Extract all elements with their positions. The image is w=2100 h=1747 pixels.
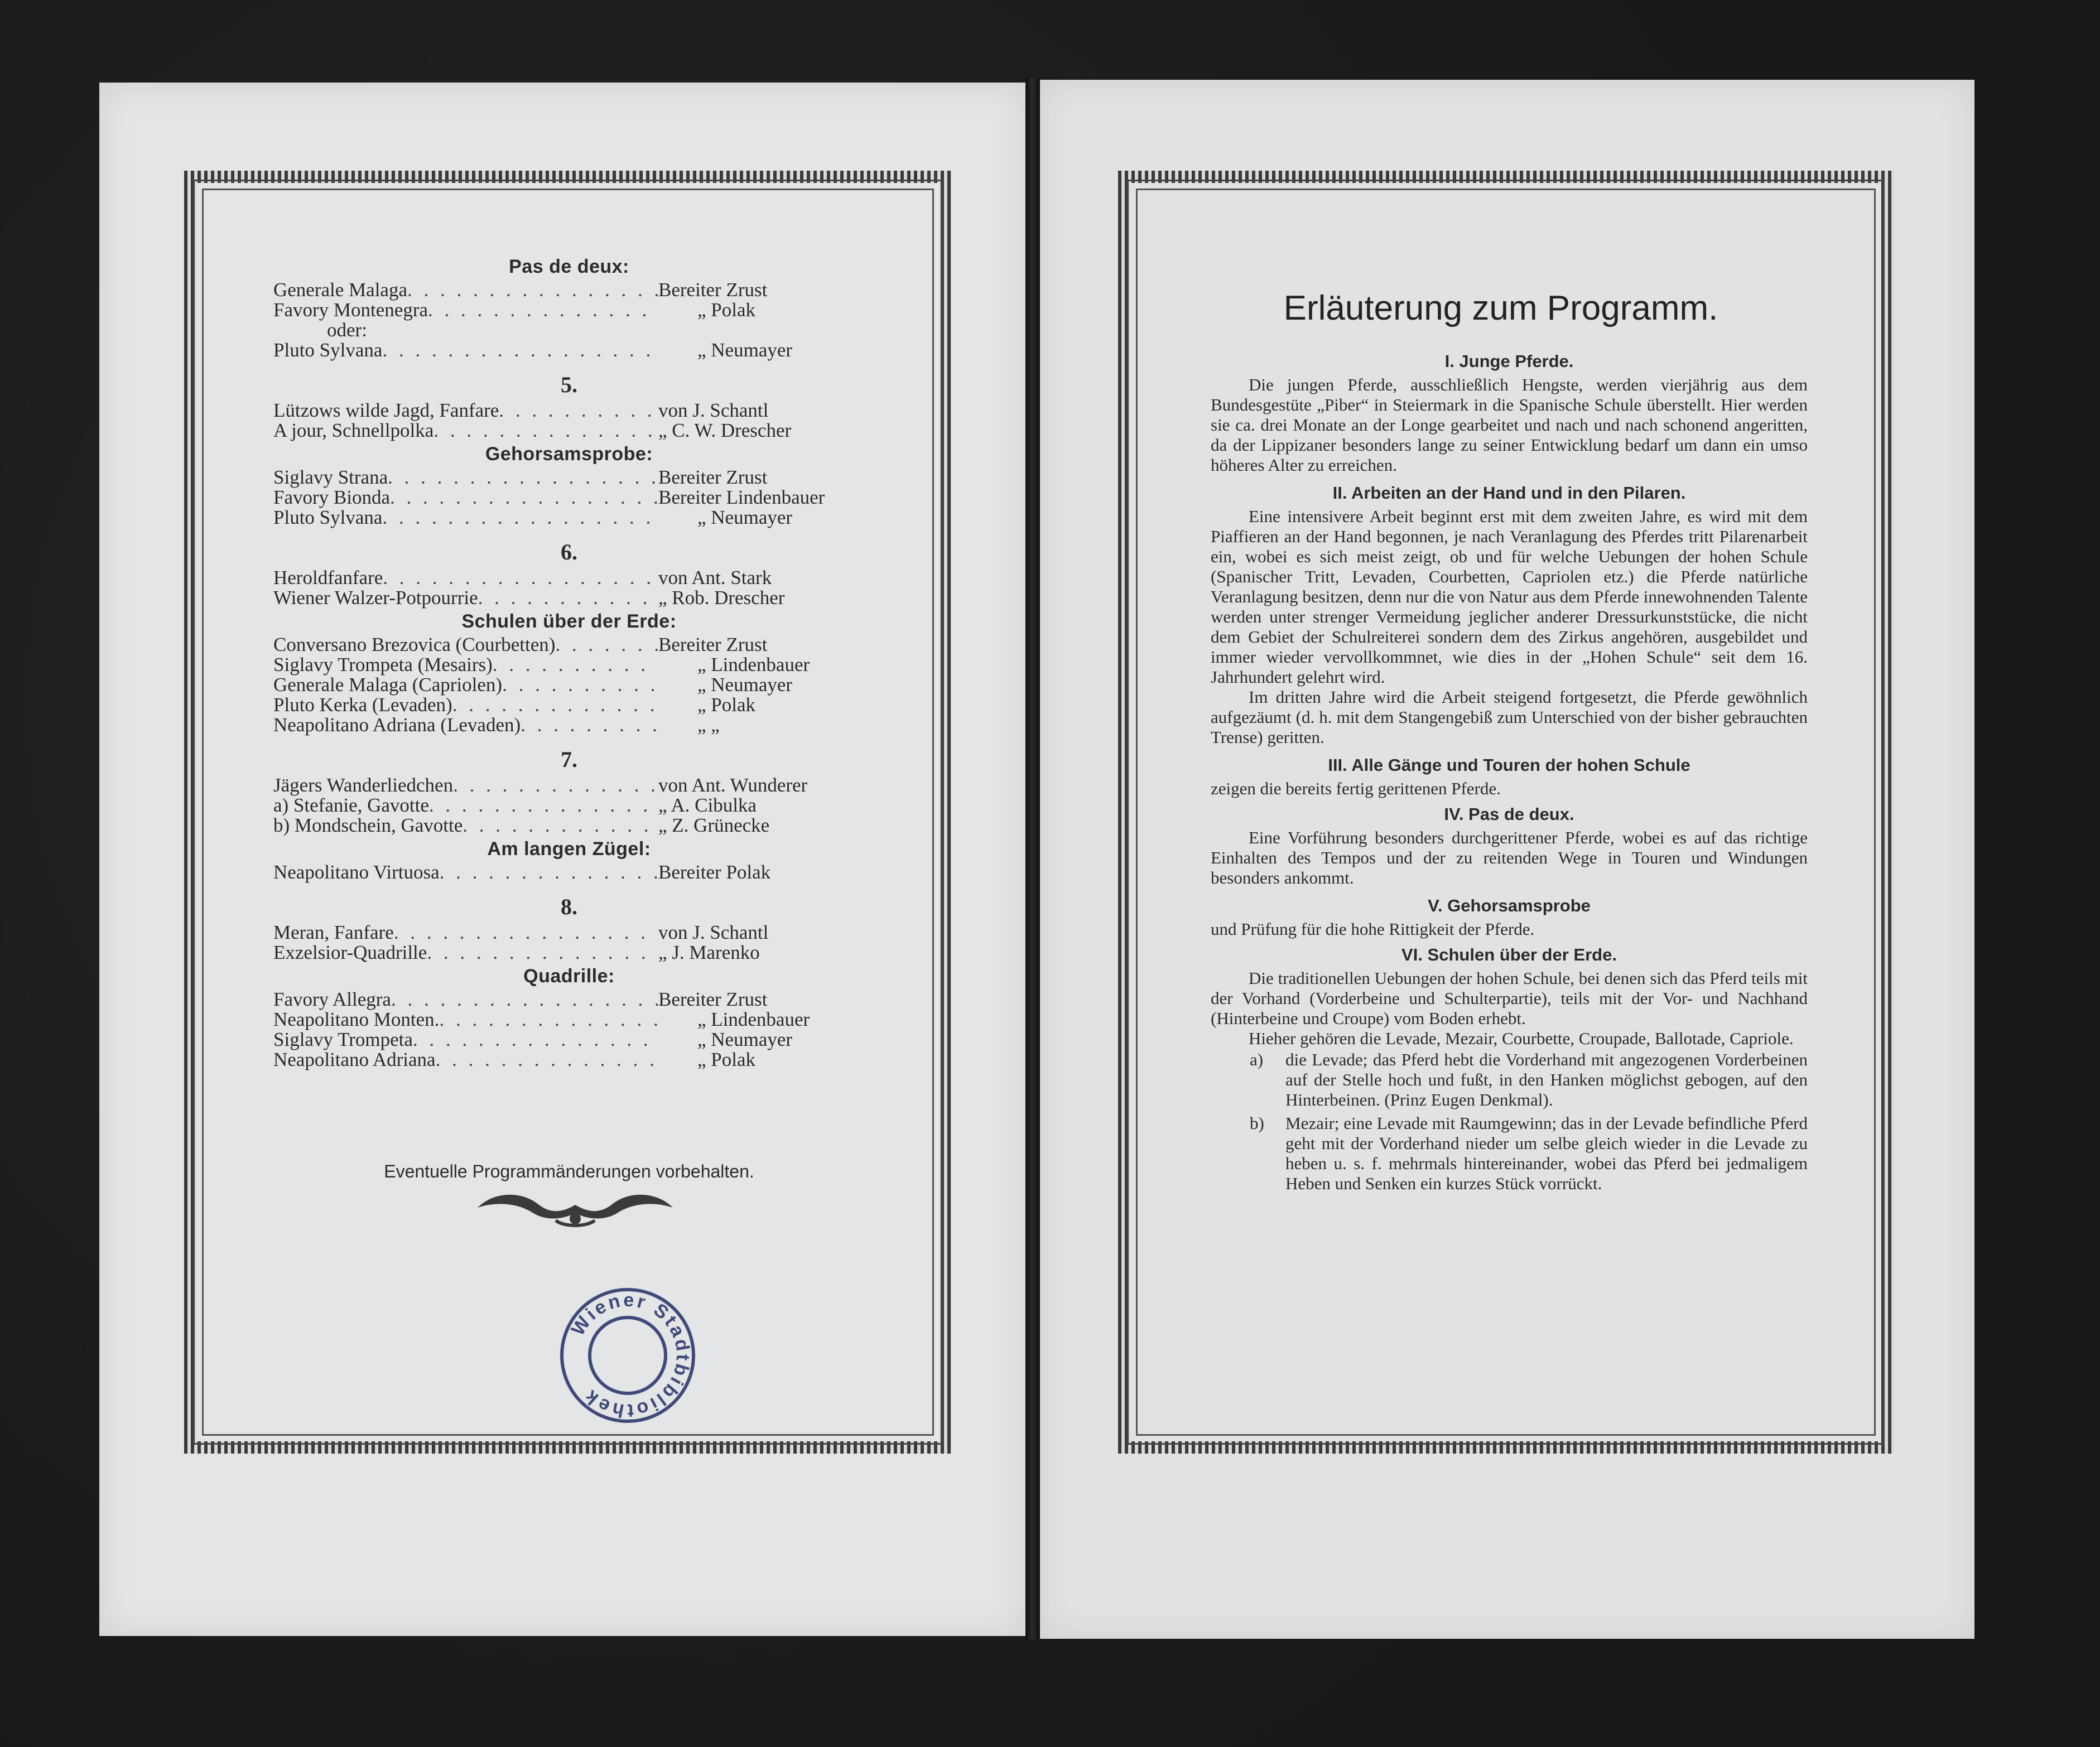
program-entry — [273, 815, 865, 836]
program-entry — [273, 715, 865, 735]
entry-performer: von J. Schantl — [658, 921, 769, 943]
section-heading: V. Gehorsamsprobe — [1428, 896, 1591, 915]
entry-performer: „ Neumayer — [697, 339, 793, 361]
entry-title: Favory Allegra — [273, 988, 391, 1010]
item-label: b) — [1250, 1113, 1264, 1133]
dot-leader — [391, 990, 658, 1010]
entry-performer: „ J. Marenko — [658, 942, 760, 963]
page-fold — [1025, 78, 1040, 1640]
item-label: a) — [1250, 1050, 1264, 1069]
entry-performer: „ Rob. Drescher — [658, 587, 785, 609]
dot-leader — [502, 675, 658, 695]
entry-performer: „ A. Cibulka — [658, 794, 757, 816]
program-number: 7. — [561, 747, 577, 772]
entry-performer: „ Neumayer — [697, 1029, 793, 1050]
dot-leader — [493, 655, 658, 675]
svg-text:Wiener Stadtbibliothek: Wiener Stadtbibliothek — [567, 1289, 694, 1422]
paragraph: Eine Vorführung besonders durchgerittener Pferde, wobei es auf das richtige Einhalten des Tempos und der zu reitenden Wege in Touren und Windungen besonders ankommt. — [1211, 828, 1808, 887]
program-entry — [273, 795, 865, 815]
entry-performer: „ Polak — [697, 1049, 756, 1070]
entry-performer: von Ant. Wunderer — [658, 774, 808, 796]
program-entry — [273, 280, 865, 300]
entry-title: Generale Malaga — [273, 279, 407, 301]
entry-title: Meran, Fanfare — [273, 921, 394, 943]
program-note: Eventuelle Programmänderungen vorbehalten. — [384, 1161, 754, 1181]
entry-title: a) Stefanie, Gavotte — [273, 794, 429, 816]
entry-performer: Bereiter Zrust — [658, 279, 768, 301]
entry-title: Neapolitano Monten. — [273, 1008, 440, 1030]
entry-performer: „ Polak — [697, 299, 756, 321]
section-heading: Pas de deux: — [509, 256, 629, 277]
item-text: die Levade; das Pferd hebt die Vorderhand mit angezogenen Vorderbeinen auf der Stelle hoch und fußt, in den Hanken möglichst gebogen, auf den Hinterbeinen. (Prinz Eugen Denkmal). — [1285, 1050, 1808, 1109]
dot-leader — [427, 943, 658, 963]
dot-leader — [383, 568, 658, 588]
entry-performer: „ Lindenbauer — [697, 654, 810, 675]
program-entry — [273, 635, 865, 655]
entry-title: Wiener Walzer-Potpourrie — [273, 587, 478, 609]
entry-performer: „ Neumayer — [697, 674, 793, 696]
ornament-icon — [472, 1188, 678, 1227]
dot-leader — [452, 695, 658, 715]
section-heading: Am langen Zügel: — [487, 838, 651, 860]
dot-leader — [390, 488, 658, 508]
dot-leader — [463, 815, 658, 836]
entry-title: Favory Bionda — [273, 486, 391, 508]
entry-title: Conversano Brezovica (Courbetten) — [273, 634, 556, 655]
program-entry — [273, 1010, 865, 1030]
entry-title: Neapolitano Adriana — [273, 1049, 436, 1070]
entry-title: Neapolitano Adriana (Levaden) — [273, 714, 521, 736]
entry-title: Generale Malaga (Capriolen) — [273, 674, 503, 696]
entry-performer: von J. Schantl — [658, 399, 769, 421]
entry-performer: Bereiter Zrust — [658, 634, 768, 655]
dot-leader — [436, 1050, 658, 1070]
paragraph: zeigen die bereits fertig gerittenen Pferde. — [1211, 779, 1501, 798]
entry-title: Favory Montenegra — [273, 299, 428, 321]
entry-performer: von Ant. Stark — [658, 567, 772, 588]
list-item — [1211, 1050, 1808, 1110]
entry-title: A jour, Schnellpolka — [273, 419, 434, 441]
section-heading: VI. Schulen über der Erde. — [1401, 945, 1617, 964]
program-entry — [273, 655, 865, 675]
entry-performer: Bereiter Polak — [658, 861, 771, 883]
section-heading: I. Junge Pferde. — [1444, 351, 1574, 371]
list-item — [1211, 1113, 1808, 1194]
dot-leader — [555, 635, 658, 655]
dot-leader — [413, 1030, 658, 1050]
program-entry — [273, 695, 865, 715]
program-entry — [273, 300, 865, 320]
program-number: 8. — [561, 894, 577, 919]
program-entry — [273, 488, 865, 508]
entry-performer: Bereiter Lindenbauer — [658, 486, 825, 508]
entry-title: Lützows wilde Jagd, Fanfare — [273, 399, 499, 421]
dot-leader — [407, 280, 658, 300]
entry-title: Exzelsior-Quadrille — [273, 942, 427, 963]
alternative-label: oder: — [327, 319, 367, 341]
entry-title: Heroldfanfare — [273, 567, 383, 588]
entry-performer: „ Polak — [697, 694, 756, 716]
program-list — [273, 253, 865, 1070]
explanation-text — [1211, 346, 1808, 1197]
entry-title: Siglavy Trompeta — [273, 1029, 413, 1050]
right-title: Erläuterung zum Programm. — [1283, 289, 1718, 327]
program-entry — [273, 1050, 865, 1070]
dot-leader — [499, 400, 658, 421]
program-entry — [273, 421, 865, 441]
entry-performer: „ Z. Grünecke — [658, 814, 770, 836]
section-heading: IV. Pas de deux. — [1444, 804, 1574, 824]
program-entry — [273, 1030, 865, 1050]
entry-performer: „ C. W. Drescher — [658, 419, 792, 441]
program-entry — [273, 775, 865, 795]
program-entry — [273, 862, 865, 882]
program-entry — [273, 568, 865, 588]
program-entry — [273, 508, 865, 528]
program-entry — [273, 943, 865, 963]
dot-leader — [382, 340, 658, 360]
entry-performer: „ Neumayer — [697, 506, 793, 528]
entry-title: Siglavy Trompeta (Mesairs) — [273, 654, 493, 675]
dot-leader — [382, 508, 658, 528]
program-entry — [273, 588, 865, 608]
dot-leader — [429, 795, 658, 815]
section-heading: II. Arbeiten an der Hand und in den Pilaren. — [1332, 483, 1686, 503]
entry-title: Pluto Sylvana — [273, 506, 383, 528]
entry-performer: Bereiter Zrust — [658, 988, 768, 1010]
program-entry — [273, 990, 865, 1010]
program-entry — [273, 675, 865, 695]
entry-title: Pluto Sylvana — [273, 339, 383, 361]
entry-title: Jägers Wanderliedchen — [273, 774, 454, 796]
paragraph: Die jungen Pferde, ausschließlich Hengste, werden vierjährig aus dem Bundesgestüte „Piber“ in Steiermark in die Spanische Schule überstellt. Hier werden sie ca. drei Monate an der Longe gearbeitet und nach und nach schonend angeritten, da der Lippizaner besonders lange zu seiner Entwicklung bedarf um dann ein umso höheres Alter zu erreichen. — [1211, 375, 1808, 475]
program-entry — [273, 400, 865, 421]
program-number: 6. — [561, 539, 577, 564]
entry-performer: „ Lindenbauer — [697, 1008, 810, 1030]
dot-leader — [453, 775, 658, 795]
paragraph: Im dritten Jahre wird die Arbeit steigend fortgesetzt, die Pferde gewöhnlich aufgezäumt (d. h. mit dem Stangengebiß zum Unterschied von der bisher gebrauchten Trense) geritten. — [1211, 687, 1808, 747]
paragraph: Eine intensivere Arbeit beginnt erst mit dem zweiten Jahre, es wird mit dem Piaffieren an der Hand begonnen, je nach Veranlagung des Pferdes tritt Pilarenarbeit ein, wobei es sich meist zeigt, ob und für welche Uebungen der hohen Schule (Spanischer Tritt, Levaden, Courbetten, Capriolen etz.) die Pferde natürliche Veranlagung besitzen, denn nur die von Natur aus dem Pferde innewohnenden Talente werden unter strenger Vermeidung jeglicher anderer Dressurkunststücke, die nicht dem Gebiet der Schulreiterei sondern dem des Zirkus angehören, ausgebildet und immer wieder vervollkommnet, wie dies in der „Hohen Schule“ seit dem 16. Jahrhundert gelehrt wird. — [1211, 506, 1808, 687]
dot-leader — [428, 300, 658, 320]
section-heading: Gehorsamsprobe: — [485, 443, 653, 465]
entry-performer: Bereiter Zrust — [658, 466, 768, 488]
library-stamp — [558, 1286, 697, 1425]
dot-leader — [388, 467, 658, 488]
dot-leader — [439, 1010, 658, 1030]
program-entry — [273, 467, 865, 488]
section-heading: III. Alle Gänge und Touren der hohen Schule — [1328, 755, 1690, 775]
dot-leader — [394, 923, 658, 943]
paragraph: Hieher gehören die Levade, Mezair, Courbette, Croupade, Ballotade, Capriole. — [1249, 1029, 1794, 1048]
entry-title: Pluto Kerka (Levaden) — [273, 694, 452, 716]
entry-performer: „ „ — [697, 714, 720, 736]
paragraph: und Prüfung für die hohe Rittigkeit der Pferde. — [1211, 919, 1535, 939]
dot-leader — [434, 421, 658, 441]
section-heading: Schulen über der Erde: — [461, 611, 677, 632]
paragraph: Die traditionellen Uebungen der hohen Schule, bei denen sich das Pferd teils mit der Vorhand (Vorderbeine und Schulterpartie), teils mit der Vor- und Nachhand (Hinterbeine und Croupe) vom Boden erhebt. — [1211, 968, 1808, 1028]
item-text: Mezair; eine Levade mit Raumgewinn; das in der Levade befindliche Pferd geht mit der Vorderhand nieder um selbe gleich wieder in die Levade zu heben u. s. f. mehrmals hintereinander, wobei das Pferd bei jedmaligem Heben und Senken ein kurzes Stück vorrückt. — [1285, 1113, 1808, 1193]
entry-title: Siglavy Strana — [273, 466, 388, 488]
program-entry — [273, 923, 865, 943]
dot-leader — [521, 715, 658, 735]
entry-title: b) Mondschein, Gavotte — [273, 814, 463, 836]
section-heading: Quadrille: — [523, 966, 615, 987]
program-number: 5. — [561, 372, 577, 397]
entry-title: Neapolitano Virtuosa — [273, 861, 440, 883]
dot-leader — [440, 862, 658, 882]
dot-leader — [478, 588, 658, 608]
program-entry — [273, 340, 865, 360]
